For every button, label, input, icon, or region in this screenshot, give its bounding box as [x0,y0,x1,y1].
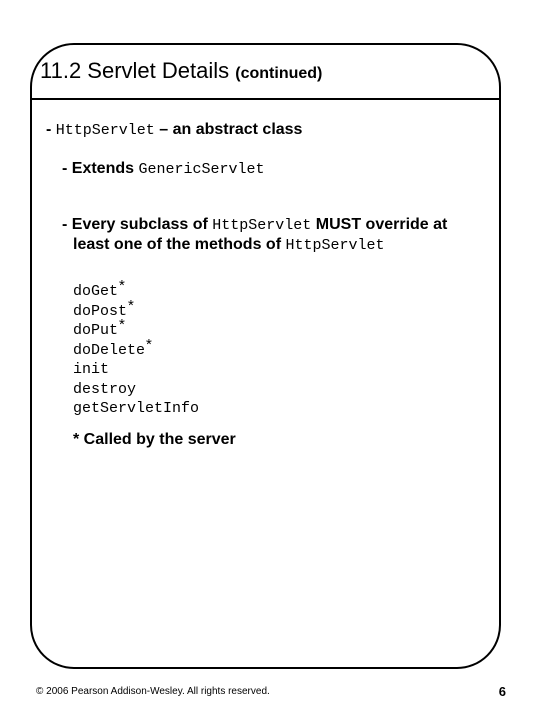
server-called-mark: * [128,296,134,314]
bullet-text: least one of the methods of [73,236,286,253]
bullet-text: MUST override at [311,216,448,233]
method-name: destroy [73,380,137,398]
method-list [73,276,200,417]
bullet-override-line2 [73,236,385,254]
bullet-httpservlet [46,121,302,139]
bullet-text: - Every subclass of [62,216,213,233]
method-name: init [73,361,110,378]
method-name: getServletInfo [73,400,200,417]
method-item [73,296,200,320]
method-name: doPut [73,322,119,339]
method-item [73,315,200,339]
bullet-text: – an abstract class [154,121,303,138]
bullet-override-line1 [62,216,447,234]
method-item [73,393,200,417]
method-item [73,374,200,398]
footnote-called-by-server: * Called by the server [73,431,236,448]
server-called-mark: * [146,335,152,353]
code-httpservlet: HttpServlet [55,122,155,139]
method-name: doPost [73,302,128,320]
bullet-dash: - [46,121,56,138]
title-divider [31,98,500,100]
method-name: doGet [73,283,119,300]
server-called-mark: * [119,316,125,333]
code-httpservlet: HttpServlet [212,217,312,234]
method-name: doDelete [73,341,146,359]
bullet-text: - Extends [62,160,139,177]
copyright-footer: © 2006 Pearson Addison-Wesley. All rights reserved. [36,686,270,697]
server-called-mark: * [119,277,125,294]
code-genericservlet: GenericServlet [138,161,265,178]
slide-title [40,58,322,84]
bullet-extends [62,160,265,178]
code-httpservlet: HttpServlet [285,237,385,254]
slide-title-text: 11.2 Servlet Details [40,58,230,83]
slide-title-suffix: (continued) [235,65,323,82]
page-number: 6 [498,684,506,699]
method-item [73,335,200,359]
method-item [73,276,200,300]
